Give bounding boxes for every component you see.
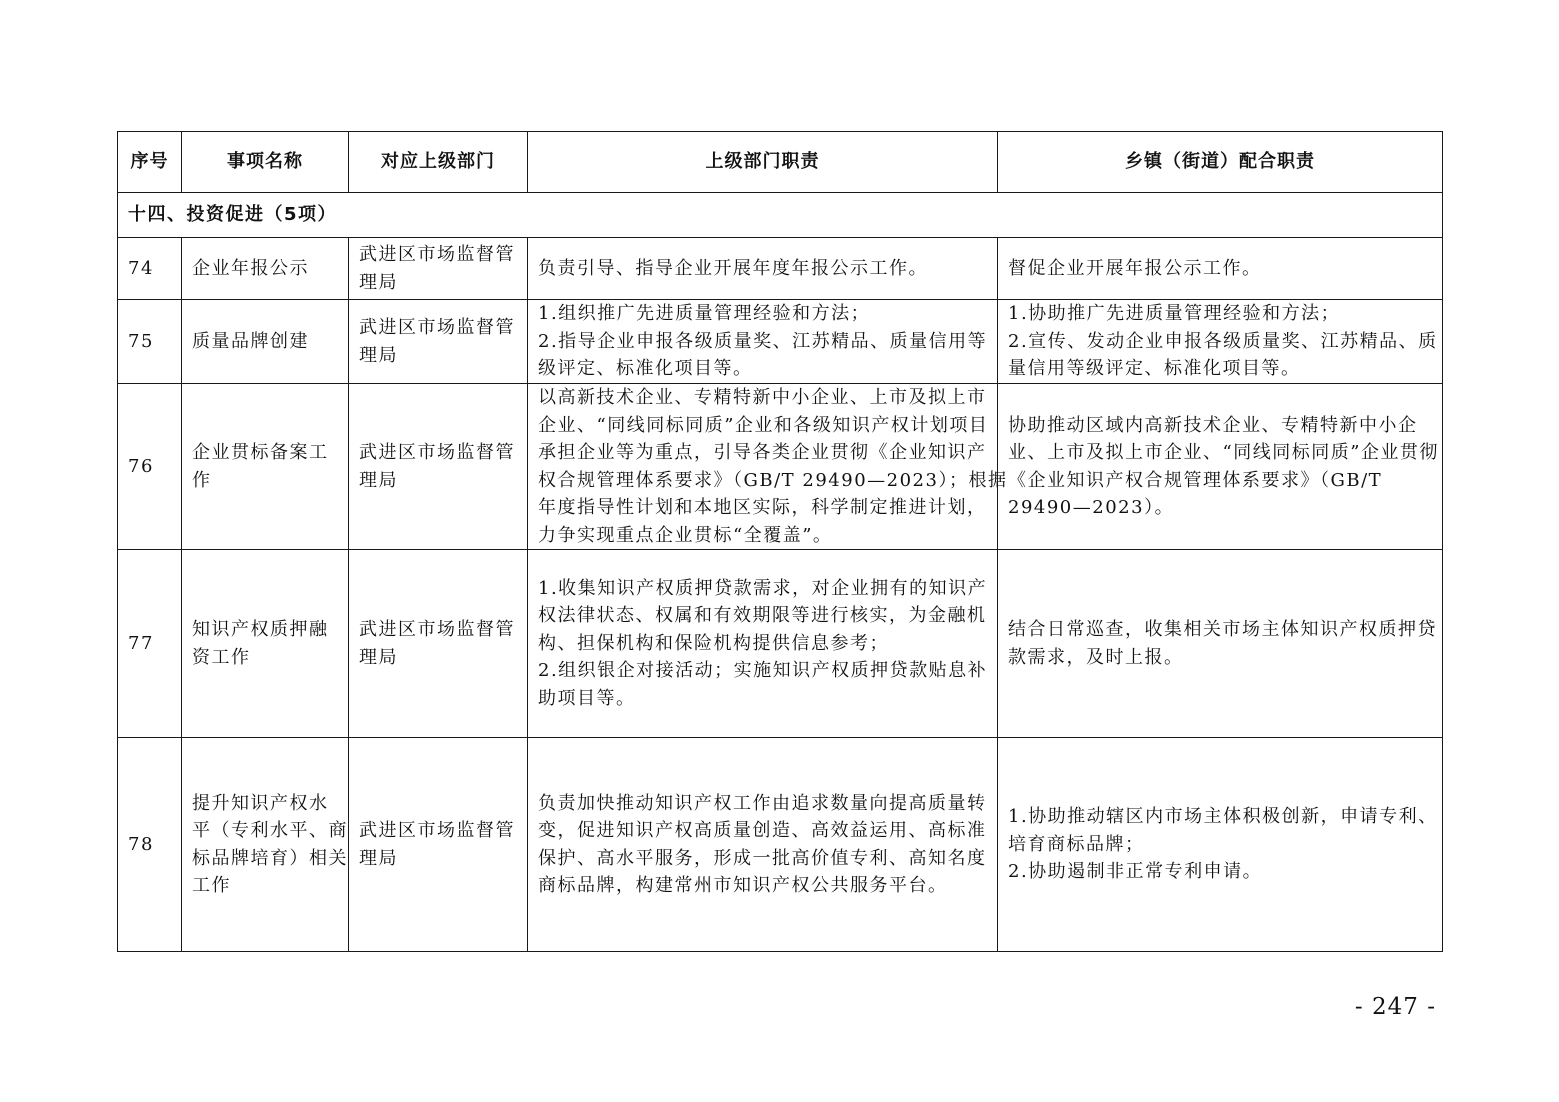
cell-text-line: 知识产权质押融 <box>192 619 329 640</box>
cell-text-line: 1.协助推广先进质量管理经验和方法； <box>1008 303 1341 325</box>
section-title: 十四、投资促进（5项） <box>118 193 1443 238</box>
cell-text-line: 以高新技术企业、专精特新中小企业、上市及拟上市 <box>538 387 987 408</box>
page-number: - 247 - <box>1354 994 1436 1020</box>
row-number-cell: 76 <box>118 384 182 550</box>
cell-text-line: 权合规管理体系要求》（GB/T 29490—2023）；根据 <box>538 469 1008 491</box>
upper-duties-cell <box>528 384 1008 550</box>
upper-duties-cell <box>528 550 998 738</box>
department-cell <box>349 550 528 738</box>
cell-text-line: 商标品牌，构建常州市知识产权公共服务平台。 <box>538 875 948 896</box>
cell-text-line: 企业、“同线同标同质”企业和各级知识产权计划项目 <box>538 414 989 436</box>
town-duties-cell <box>998 238 1443 300</box>
header-item-name: 事项名称 <box>182 132 349 193</box>
item-name-cell <box>182 384 349 550</box>
item-name-cell <box>182 238 349 300</box>
table-row <box>118 738 1443 952</box>
cell-text-line: 理局 <box>359 271 398 293</box>
table-row <box>118 300 1443 384</box>
cell-text-line: 1.收集知识产权质押贷款需求，对企业拥有的知识产 <box>538 577 988 599</box>
cell-text-line: 2.宣传、发动企业申报各级质量奖、江苏精品、质 <box>1008 330 1438 352</box>
table-row <box>118 384 1443 550</box>
cell-text-line: 资工作 <box>192 646 251 668</box>
section-row <box>118 193 1443 238</box>
cell-text-line: 工作 <box>192 875 231 896</box>
cell-text-line: 2.协助遏制非正常专利申请。 <box>1008 861 1263 883</box>
cell-text-line: 2.指导企业申报各级质量奖、江苏精品、质量信用等 <box>538 330 988 352</box>
town-duties-cell <box>998 550 1443 738</box>
cell-text-line: 武进区市场监督管 <box>359 317 515 338</box>
town-duties-cell <box>998 384 1443 550</box>
cell-text-line: 级评定、标准化项目等。 <box>538 358 753 380</box>
cell-text-line: 武进区市场监督管 <box>359 244 515 265</box>
header-upper-duties: 上级部门职责 <box>528 132 998 193</box>
town-duties-cell <box>998 738 1443 952</box>
cell-text-line: 理局 <box>359 646 398 668</box>
upper-duties-cell <box>528 300 998 384</box>
cell-text-line: 质量品牌创建 <box>192 330 309 352</box>
cell-text-line: 保护、高水平服务，形成一批高价值专利、高知名度 <box>538 847 987 869</box>
cell-text-line: 武进区市场监督管 <box>359 619 515 640</box>
cell-text-line: 29490—2023）。 <box>1008 497 1175 518</box>
cell-text-line: 平（专利水平、商 <box>192 820 348 841</box>
cell-text-line: 结合日常巡查，收集相关市场主体知识产权质押贷 <box>1008 619 1437 640</box>
cell-text-line: 武进区市场监督管 <box>359 820 515 841</box>
row-number-cell: 78 <box>118 738 182 952</box>
header-row <box>118 132 1443 193</box>
cell-text-line: 企业贯标备案工 <box>192 442 329 463</box>
row-number-cell: 77 <box>118 550 182 738</box>
cell-text-line: 《企业知识产权合规管理体系要求》（GB/T <box>1008 469 1383 491</box>
cell-text-line: 承担企业等为重点，引导各类企业贯彻《企业知识产 <box>538 442 987 463</box>
header-town-duties: 乡镇（街道）配合职责 <box>998 132 1443 193</box>
table-row <box>118 550 1443 738</box>
cell-text-line: 1.组织推广先进质量管理经验和方法； <box>538 303 871 325</box>
department-cell <box>349 738 528 952</box>
department-cell <box>349 238 528 300</box>
cell-text-line: 款需求，及时上报。 <box>1008 646 1184 668</box>
duty-table <box>117 131 1443 952</box>
row-number-cell: 74 <box>118 238 182 300</box>
upper-duties-cell <box>528 238 998 300</box>
item-name-cell <box>182 300 349 384</box>
town-duties-cell <box>998 300 1443 384</box>
cell-text-line: 力争实现重点企业贯标“全覆盖”。 <box>538 524 833 546</box>
cell-text-line: 理局 <box>359 469 398 491</box>
cell-text-line: 理局 <box>359 344 398 366</box>
cell-text-line: 作 <box>192 469 212 491</box>
row-number-cell: 75 <box>118 300 182 384</box>
cell-text-line: 年度指导性计划和本地区实际，科学制定推进计划， <box>538 497 987 518</box>
cell-text-line: 理局 <box>359 847 398 869</box>
header-no: 序号 <box>118 132 182 193</box>
cell-text-line: 标品牌培育）相关 <box>192 847 348 869</box>
header-upper-department: 对应上级部门 <box>349 132 528 193</box>
cell-text-line: 武进区市场监督管 <box>359 442 515 463</box>
cell-text-line: 权法律状态、权属和有效期限等进行核实，为金融机 <box>538 605 987 627</box>
cell-text-line: 提升知识产权水 <box>192 792 329 814</box>
cell-text-line: 督促企业开展年报公示工作。 <box>1008 257 1262 279</box>
cell-text-line: 1.协助推动辖区内市场主体积极创新，申请专利、 <box>1008 806 1438 828</box>
item-name-cell <box>182 738 349 952</box>
cell-text-line: 量信用等级评定、标准化项目等。 <box>1008 358 1301 380</box>
cell-text-line: 协助推动区域内高新技术企业、专精特新中小企 <box>1008 414 1418 436</box>
cell-text-line: 培育商标品牌； <box>1008 833 1145 855</box>
department-cell <box>349 384 528 550</box>
cell-text-line: 负责加快推动知识产权工作由追求数量向提高质量转 <box>538 792 987 814</box>
cell-text-line: 企业年报公示 <box>192 257 309 279</box>
cell-text-line: 负责引导、指导企业开展年度年报公示工作。 <box>538 257 928 279</box>
cell-text-line: 变，促进知识产权高质量创造、高效益运用、高标准 <box>538 820 987 841</box>
cell-text-line: 助项目等。 <box>538 687 636 709</box>
item-name-cell <box>182 550 349 738</box>
cell-text-line: 业、上市及拟上市企业、“同线同标同质”企业贯彻 <box>1008 442 1439 463</box>
cell-text-line: 2.组织银企对接活动；实施知识产权质押贷款贴息补 <box>538 660 988 682</box>
table-row <box>118 238 1443 300</box>
department-cell <box>349 300 528 384</box>
upper-duties-cell <box>528 738 998 952</box>
cell-text-line: 构、担保机构和保险机构提供信息参考； <box>538 632 889 654</box>
